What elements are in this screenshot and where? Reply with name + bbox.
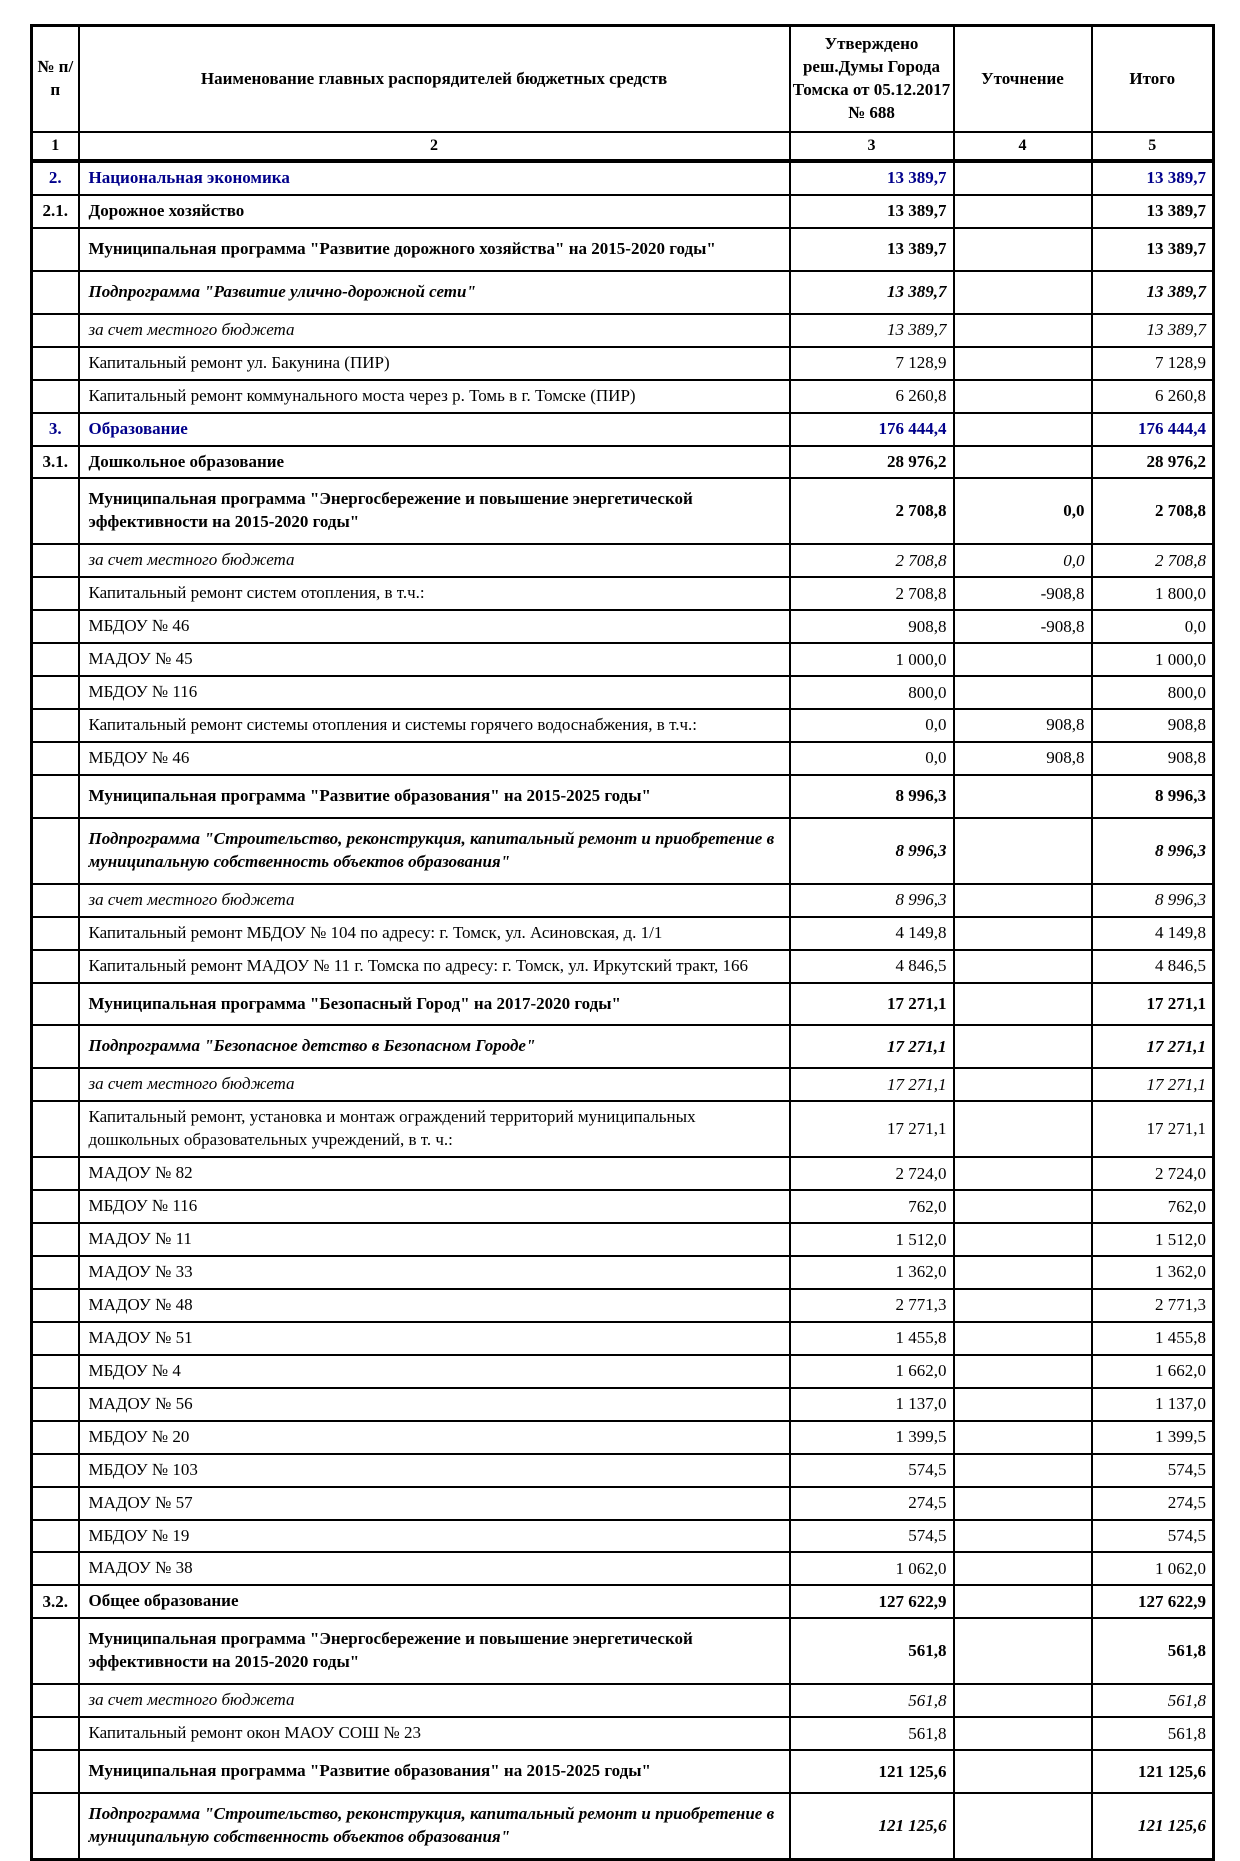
name-cell: МБДОУ № 19 [79, 1520, 790, 1553]
approved-amount-cell: 13 389,7 [790, 228, 954, 271]
table-row [32, 610, 1214, 643]
row-number-cell [32, 1223, 79, 1256]
approved-amount-cell: 1 362,0 [790, 1256, 954, 1289]
approved-amount-cell: 762,0 [790, 1190, 954, 1223]
adjustment-amount-cell [954, 950, 1092, 983]
row-number-cell [32, 1487, 79, 1520]
row-number-cell [32, 1256, 79, 1289]
total-amount-cell: 908,8 [1092, 742, 1214, 775]
approved-amount-cell: 800,0 [790, 676, 954, 709]
total-amount-cell: 800,0 [1092, 676, 1214, 709]
total-amount-cell: 1 000,0 [1092, 643, 1214, 676]
approved-amount-cell: 561,8 [790, 1717, 954, 1750]
table-row [32, 1101, 1214, 1157]
approved-amount-cell: 1 137,0 [790, 1388, 954, 1421]
table-row [32, 314, 1214, 347]
table-row [32, 380, 1214, 413]
row-number-cell [32, 983, 79, 1026]
name-cell: Подпрограмма "Строительство, реконструкция, капитальный ремонт и приобретение в муниципальную собственность объектов образования" [79, 1793, 790, 1859]
name-cell: МАДОУ № 33 [79, 1256, 790, 1289]
table-row [32, 983, 1214, 1026]
row-number-cell [32, 775, 79, 818]
adjustment-amount-cell [954, 1618, 1092, 1684]
col-header-row-number: № п/п [32, 26, 79, 133]
adjustment-amount-cell [954, 413, 1092, 446]
total-amount-cell: 6 260,8 [1092, 380, 1214, 413]
name-cell: Капитальный ремонт окон МАОУ СОШ № 23 [79, 1717, 790, 1750]
table-row [32, 271, 1214, 314]
total-amount-cell: 4 846,5 [1092, 950, 1214, 983]
total-amount-cell: 2 724,0 [1092, 1157, 1214, 1190]
name-cell: МАДОУ № 57 [79, 1487, 790, 1520]
total-amount-cell: 1 455,8 [1092, 1322, 1214, 1355]
total-amount-cell: 8 996,3 [1092, 775, 1214, 818]
adjustment-amount-cell [954, 195, 1092, 228]
adjustment-amount-cell [954, 1585, 1092, 1618]
approved-amount-cell: 4 149,8 [790, 917, 954, 950]
total-amount-cell: 17 271,1 [1092, 1025, 1214, 1068]
row-number-cell [32, 347, 79, 380]
approved-amount-cell: 1 512,0 [790, 1223, 954, 1256]
total-amount-cell: 121 125,6 [1092, 1750, 1214, 1793]
adjustment-amount-cell [954, 1101, 1092, 1157]
table-row [32, 1552, 1214, 1585]
adjustment-amount-cell [954, 347, 1092, 380]
approved-amount-cell: 13 389,7 [790, 314, 954, 347]
adjustment-amount-cell [954, 1793, 1092, 1859]
table-row [32, 577, 1214, 610]
row-number-cell: 2.1. [32, 195, 79, 228]
adjustment-amount-cell [954, 917, 1092, 950]
approved-amount-cell: 13 389,7 [790, 271, 954, 314]
table-row [32, 413, 1214, 446]
name-cell: Капитальный ремонт системы отопления и системы горячего водоснабжения, в т.ч.: [79, 709, 790, 742]
name-cell: МАДОУ № 82 [79, 1157, 790, 1190]
approved-amount-cell: 8 996,3 [790, 775, 954, 818]
adjustment-amount-cell [954, 1322, 1092, 1355]
approved-amount-cell: 2 724,0 [790, 1157, 954, 1190]
name-cell: МАДОУ № 48 [79, 1289, 790, 1322]
name-cell: за счет местного бюджета [79, 884, 790, 917]
name-cell: Капитальный ремонт МБДОУ № 104 по адресу: г. Томск, ул. Асиновская, д. 1/1 [79, 917, 790, 950]
name-cell: за счет местного бюджета [79, 1068, 790, 1101]
total-amount-cell: 127 622,9 [1092, 1585, 1214, 1618]
row-number-cell [32, 1157, 79, 1190]
col-header-adjustment: Уточнение [954, 26, 1092, 133]
adjustment-amount-cell [954, 1157, 1092, 1190]
table-row [32, 1256, 1214, 1289]
table-row [32, 1750, 1214, 1793]
total-amount-cell: 8 996,3 [1092, 818, 1214, 884]
approved-amount-cell: 1 455,8 [790, 1322, 954, 1355]
approved-amount-cell: 121 125,6 [790, 1793, 954, 1859]
name-cell: за счет местного бюджета [79, 314, 790, 347]
approved-amount-cell: 0,0 [790, 742, 954, 775]
name-cell: МАДОУ № 56 [79, 1388, 790, 1421]
approved-amount-cell: 6 260,8 [790, 380, 954, 413]
approved-amount-cell: 7 128,9 [790, 347, 954, 380]
approved-amount-cell: 2 708,8 [790, 544, 954, 577]
adjustment-amount-cell: -908,8 [954, 577, 1092, 610]
table-row [32, 1717, 1214, 1750]
total-amount-cell: 574,5 [1092, 1520, 1214, 1553]
adjustment-amount-cell [954, 161, 1092, 195]
row-number-cell: 3.2. [32, 1585, 79, 1618]
row-number-cell [32, 1793, 79, 1859]
total-amount-cell: 17 271,1 [1092, 983, 1214, 1026]
row-number-cell [32, 1421, 79, 1454]
table-row [32, 884, 1214, 917]
adjustment-amount-cell: 908,8 [954, 742, 1092, 775]
total-amount-cell: 17 271,1 [1092, 1068, 1214, 1101]
table-row [32, 709, 1214, 742]
column-number: 1 [32, 132, 79, 161]
approved-amount-cell: 17 271,1 [790, 1025, 954, 1068]
adjustment-amount-cell [954, 1717, 1092, 1750]
table-row [32, 950, 1214, 983]
name-cell: МБДОУ № 46 [79, 742, 790, 775]
table-row [32, 1322, 1214, 1355]
table-row [32, 1520, 1214, 1553]
table-row [32, 818, 1214, 884]
approved-amount-cell: 13 389,7 [790, 195, 954, 228]
total-amount-cell: 13 389,7 [1092, 195, 1214, 228]
adjustment-amount-cell [954, 1421, 1092, 1454]
table-row [32, 478, 1214, 544]
name-cell: Капитальный ремонт МАДОУ № 11 г. Томска по адресу: г. Томск, ул. Иркутский тракт, 166 [79, 950, 790, 983]
total-amount-cell: 1 512,0 [1092, 1223, 1214, 1256]
adjustment-amount-cell [954, 1355, 1092, 1388]
name-cell: за счет местного бюджета [79, 544, 790, 577]
row-number-cell [32, 544, 79, 577]
col-header-approved: Утверждено реш.Думы Города Томска от 05.12.2017 № 688 [790, 26, 954, 133]
approved-amount-cell: 908,8 [790, 610, 954, 643]
approved-amount-cell: 274,5 [790, 1487, 954, 1520]
approved-amount-cell: 574,5 [790, 1520, 954, 1553]
adjustment-amount-cell [954, 983, 1092, 1026]
table-row [32, 1355, 1214, 1388]
approved-amount-cell: 176 444,4 [790, 413, 954, 446]
table-row [32, 742, 1214, 775]
row-number-cell [32, 1068, 79, 1101]
name-cell: Дорожное хозяйство [79, 195, 790, 228]
col-header-name: Наименование главных распорядителей бюджетных средств [79, 26, 790, 133]
row-number-cell [32, 1684, 79, 1717]
approved-amount-cell: 121 125,6 [790, 1750, 954, 1793]
total-amount-cell: 1 662,0 [1092, 1355, 1214, 1388]
name-cell: Капитальный ремонт, установка и монтаж ограждений территорий муниципальных дошкольных образовательных учреждений, в т. ч.: [79, 1101, 790, 1157]
name-cell: Муниципальная программа "Энергосбережение и повышение энергетической эффективности на 2015-2020 годы" [79, 478, 790, 544]
adjustment-amount-cell [954, 228, 1092, 271]
total-amount-cell: 176 444,4 [1092, 413, 1214, 446]
approved-amount-cell: 8 996,3 [790, 818, 954, 884]
adjustment-amount-cell [954, 380, 1092, 413]
row-number-cell [32, 1454, 79, 1487]
total-amount-cell: 13 389,7 [1092, 161, 1214, 195]
approved-amount-cell: 17 271,1 [790, 1068, 954, 1101]
approved-amount-cell: 2 708,8 [790, 577, 954, 610]
row-number-cell [32, 380, 79, 413]
approved-amount-cell: 561,8 [790, 1618, 954, 1684]
adjustment-amount-cell [954, 1750, 1092, 1793]
adjustment-amount-cell [954, 676, 1092, 709]
approved-amount-cell: 28 976,2 [790, 446, 954, 479]
table-row [32, 1585, 1214, 1618]
table-row [32, 643, 1214, 676]
name-cell: Капитальный ремонт коммунального моста через р. Томь в г. Томске (ПИР) [79, 380, 790, 413]
total-amount-cell: 574,5 [1092, 1454, 1214, 1487]
name-cell: Муниципальная программа "Развитие дорожного хозяйства" на 2015-2020 годы" [79, 228, 790, 271]
table-row [32, 544, 1214, 577]
name-cell: МБДОУ № 116 [79, 1190, 790, 1223]
approved-amount-cell: 1 000,0 [790, 643, 954, 676]
adjustment-amount-cell [954, 1223, 1092, 1256]
table-row [32, 1289, 1214, 1322]
adjustment-amount-cell [954, 1190, 1092, 1223]
column-number: 4 [954, 132, 1092, 161]
name-cell: МАДОУ № 11 [79, 1223, 790, 1256]
row-number-cell [32, 1190, 79, 1223]
adjustment-amount-cell [954, 1552, 1092, 1585]
col-header-total: Итого [1092, 26, 1214, 133]
name-cell: МБДОУ № 103 [79, 1454, 790, 1487]
row-number-cell: 3.1. [32, 446, 79, 479]
name-cell: Муниципальная программа "Развитие образования" на 2015-2025 годы" [79, 1750, 790, 1793]
row-number-cell [32, 1552, 79, 1585]
approved-amount-cell: 574,5 [790, 1454, 954, 1487]
adjustment-amount-cell [954, 643, 1092, 676]
table-row [32, 1223, 1214, 1256]
row-number-cell [32, 228, 79, 271]
name-cell: Подпрограмма "Безопасное детство в Безопасном Городе" [79, 1025, 790, 1068]
row-number-cell [32, 676, 79, 709]
total-amount-cell: 13 389,7 [1092, 271, 1214, 314]
approved-amount-cell: 561,8 [790, 1684, 954, 1717]
total-amount-cell: 908,8 [1092, 709, 1214, 742]
row-number-cell [32, 1618, 79, 1684]
adjustment-amount-cell [954, 446, 1092, 479]
row-number-cell [32, 478, 79, 544]
table-row [32, 676, 1214, 709]
approved-amount-cell: 2 771,3 [790, 1289, 954, 1322]
name-cell: МБДОУ № 20 [79, 1421, 790, 1454]
header-row [32, 26, 1214, 133]
row-number-cell [32, 709, 79, 742]
budget-table [30, 24, 1215, 1861]
table-row [32, 1487, 1214, 1520]
row-number-cell [32, 1388, 79, 1421]
row-number-cell [32, 610, 79, 643]
table-row [32, 1793, 1214, 1859]
name-cell: Муниципальная программа "Энергосбережение и повышение энергетической эффективности на 2015-2020 годы" [79, 1618, 790, 1684]
approved-amount-cell: 0,0 [790, 709, 954, 742]
row-number-cell: 3. [32, 413, 79, 446]
row-number-cell [32, 1750, 79, 1793]
adjustment-amount-cell [954, 1025, 1092, 1068]
name-cell: МБДОУ № 46 [79, 610, 790, 643]
approved-amount-cell: 4 846,5 [790, 950, 954, 983]
name-cell: Национальная экономика [79, 161, 790, 195]
table-row [32, 228, 1214, 271]
row-number-cell [32, 1289, 79, 1322]
table-row [32, 1421, 1214, 1454]
approved-amount-cell: 2 708,8 [790, 478, 954, 544]
row-number-cell [32, 917, 79, 950]
table-row [32, 917, 1214, 950]
adjustment-amount-cell: -908,8 [954, 610, 1092, 643]
adjustment-amount-cell: 908,8 [954, 709, 1092, 742]
row-number-cell [32, 1717, 79, 1750]
adjustment-amount-cell [954, 1454, 1092, 1487]
total-amount-cell: 1 362,0 [1092, 1256, 1214, 1289]
total-amount-cell: 2 708,8 [1092, 544, 1214, 577]
name-cell: Капитальный ремонт систем отопления, в т.ч.: [79, 577, 790, 610]
adjustment-amount-cell [954, 1520, 1092, 1553]
total-amount-cell: 7 128,9 [1092, 347, 1214, 380]
total-amount-cell: 762,0 [1092, 1190, 1214, 1223]
name-cell: Общее образование [79, 1585, 790, 1618]
total-amount-cell: 0,0 [1092, 610, 1214, 643]
name-cell: Дошкольное образование [79, 446, 790, 479]
table-row [32, 1190, 1214, 1223]
total-amount-cell: 17 271,1 [1092, 1101, 1214, 1157]
approved-amount-cell: 1 399,5 [790, 1421, 954, 1454]
adjustment-amount-cell [954, 1388, 1092, 1421]
row-number-cell [32, 271, 79, 314]
total-amount-cell: 4 149,8 [1092, 917, 1214, 950]
column-number: 2 [79, 132, 790, 161]
table-row [32, 1388, 1214, 1421]
adjustment-amount-cell [954, 1256, 1092, 1289]
row-number-cell [32, 1520, 79, 1553]
table-row [32, 1025, 1214, 1068]
approved-amount-cell: 127 622,9 [790, 1585, 954, 1618]
total-amount-cell: 561,8 [1092, 1618, 1214, 1684]
total-amount-cell: 274,5 [1092, 1487, 1214, 1520]
row-number-cell [32, 577, 79, 610]
row-number-cell [32, 818, 79, 884]
table-row [32, 775, 1214, 818]
approved-amount-cell: 8 996,3 [790, 884, 954, 917]
row-number-cell [32, 950, 79, 983]
table-row [32, 1684, 1214, 1717]
adjustment-amount-cell [954, 271, 1092, 314]
column-numbers-row [32, 132, 1214, 161]
adjustment-amount-cell [954, 884, 1092, 917]
total-amount-cell: 1 800,0 [1092, 577, 1214, 610]
approved-amount-cell: 17 271,1 [790, 1101, 954, 1157]
total-amount-cell: 1 062,0 [1092, 1552, 1214, 1585]
column-number: 5 [1092, 132, 1214, 161]
table-row [32, 1618, 1214, 1684]
row-number-cell [32, 742, 79, 775]
total-amount-cell: 561,8 [1092, 1684, 1214, 1717]
name-cell: Муниципальная программа "Развитие образования" на 2015-2025 годы" [79, 775, 790, 818]
adjustment-amount-cell: 0,0 [954, 544, 1092, 577]
total-amount-cell: 1 137,0 [1092, 1388, 1214, 1421]
name-cell: МБДОУ № 116 [79, 676, 790, 709]
name-cell: МАДОУ № 38 [79, 1552, 790, 1585]
table-body [32, 161, 1214, 1859]
table-row [32, 446, 1214, 479]
approved-amount-cell: 13 389,7 [790, 161, 954, 195]
name-cell: Подпрограмма "Развитие улично-дорожной сети" [79, 271, 790, 314]
approved-amount-cell: 17 271,1 [790, 983, 954, 1026]
table-row [32, 1454, 1214, 1487]
adjustment-amount-cell [954, 1487, 1092, 1520]
row-number-cell [32, 1355, 79, 1388]
total-amount-cell: 1 399,5 [1092, 1421, 1214, 1454]
adjustment-amount-cell [954, 818, 1092, 884]
total-amount-cell: 2 708,8 [1092, 478, 1214, 544]
total-amount-cell: 2 771,3 [1092, 1289, 1214, 1322]
total-amount-cell: 28 976,2 [1092, 446, 1214, 479]
total-amount-cell: 13 389,7 [1092, 314, 1214, 347]
row-number-cell [32, 314, 79, 347]
column-number: 3 [790, 132, 954, 161]
approved-amount-cell: 1 062,0 [790, 1552, 954, 1585]
adjustment-amount-cell [954, 775, 1092, 818]
adjustment-amount-cell [954, 314, 1092, 347]
row-number-cell [32, 1025, 79, 1068]
name-cell: МАДОУ № 51 [79, 1322, 790, 1355]
row-number-cell [32, 1101, 79, 1157]
adjustment-amount-cell [954, 1684, 1092, 1717]
name-cell: МБДОУ № 4 [79, 1355, 790, 1388]
name-cell: Образование [79, 413, 790, 446]
name-cell: МАДОУ № 45 [79, 643, 790, 676]
table-row [32, 1157, 1214, 1190]
name-cell: Муниципальная программа "Безопасный Город" на 2017-2020 годы" [79, 983, 790, 1026]
total-amount-cell: 13 389,7 [1092, 228, 1214, 271]
row-number-cell [32, 643, 79, 676]
adjustment-amount-cell: 0,0 [954, 478, 1092, 544]
row-number-cell [32, 1322, 79, 1355]
row-number-cell [32, 884, 79, 917]
name-cell: Капитальный ремонт ул. Бакунина (ПИР) [79, 347, 790, 380]
approved-amount-cell: 1 662,0 [790, 1355, 954, 1388]
total-amount-cell: 121 125,6 [1092, 1793, 1214, 1859]
table-row [32, 347, 1214, 380]
name-cell: за счет местного бюджета [79, 1684, 790, 1717]
table-row [32, 1068, 1214, 1101]
total-amount-cell: 561,8 [1092, 1717, 1214, 1750]
adjustment-amount-cell [954, 1068, 1092, 1101]
table-row [32, 195, 1214, 228]
row-number-cell: 2. [32, 161, 79, 195]
adjustment-amount-cell [954, 1289, 1092, 1322]
table-row [32, 161, 1214, 195]
total-amount-cell: 8 996,3 [1092, 884, 1214, 917]
name-cell: Подпрограмма "Строительство, реконструкция, капитальный ремонт и приобретение в муниципальную собственность объектов образования" [79, 818, 790, 884]
